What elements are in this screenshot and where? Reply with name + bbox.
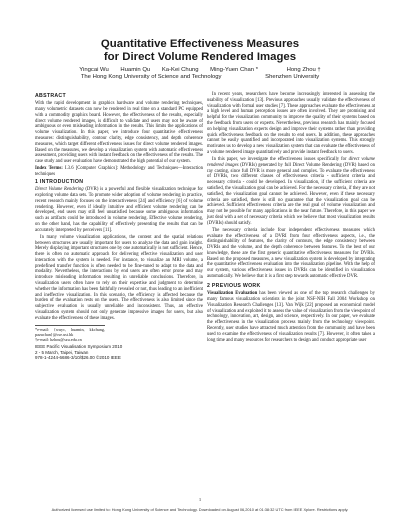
footnote-email-1: *e-mail: {wuyc, huamin, kkchung, pazuchan}@cse.ust.hk bbox=[35, 327, 105, 338]
body-text: (DVRIs) generated by full Direct Volume Rendering (DVR) based on ray casting, since full DVR is more general and complex. To evaluate the effectiveness of DVRIs, two different classes of effectiveness criteria - sufficient criteria and necessary criteria - could be developed. In visualization, if the sufficient criteria are satisfied, the visualization goal can be achieved. For the necessary criteria, if they are not satisfied, the visualization goal cannot be achieved. However, even if these necessary criteria are satisfied, there is still no guarantee that the visualization goal can be achieved. Sufficient effectiveness criteria are the real goal of volume visualization and may not be possible for many applications in the near future. Therefore, in this paper we just deal with a set of necessary criteria which we believe that most visualization results (DVRIs) should satisfy. bbox=[207, 162, 375, 226]
abstract bbox=[35, 101, 203, 165]
author-name: Huamin Qu bbox=[120, 67, 151, 73]
left-column bbox=[35, 92, 203, 360]
license-notice: Authorized licensed use limited to: Hong Kong University of Science and Technology. Downloaded on August 06,2010 at 01:38:32 UTC from IEEE Xplore. Restrictions apply. bbox=[51, 507, 349, 512]
previous-work-text: has been viewed as one of the top research challenges by many famous visualization scientists in the joint NSF-NIH Fall 2004 Workshop on Visualization Research Challenges [13]. Van Wijk [22] proposed an economical model of visualization and exploited it to assess the value of visualization from the viewpoint of technology, innovation, art, design, and science, respectively. In our paper, we evaluate the effectiveness in the visualization process mainly from the technology viewpoint. Recently, user studies have attracted much attention from the community and have been used to examine the effectiveness of visualization results [7]. However, it often takes a long time and many resources for researchers to design and conduct appropriate user bbox=[207, 291, 375, 343]
index-terms-text: I.3.6 [Computer Graphics]: Methodology and Techniques—Interaction techniques bbox=[35, 166, 203, 178]
right-column bbox=[207, 92, 375, 345]
body-paragraph: In recent years, researchers have become increasingly interested in assessing the usability of visualization [13]. Previous approaches usually validate the effectiveness of visualization with formal user studies [7]. These approaches evaluate the effectiveness at a high level and human perception issues are often involved. They are promising and helpful for the visualization community to improve the quality of their systems based on the feedback from users or experts. Nevertheless, previous research has mainly focused on helping visualization experts design and improve their systems rather than providing quick effectiveness feedback on the results to end users. In addition, these approaches cannot be easily quantified and incorporated into visualization systems. This strongly motivates us to develop a new visualization system that can evaluate the effectiveness of a volume rendered image quantitatively and provide instant feedback to users. bbox=[207, 92, 375, 155]
abstract-heading: ABSTRACT bbox=[35, 93, 66, 99]
previous-work-paragraph bbox=[207, 291, 375, 343]
footnote-email-2: †e-mail: hzhou@szu.edu.cn bbox=[35, 337, 82, 343]
venue-info bbox=[35, 344, 203, 360]
body-text: In this paper, we investigate the effectiveness issues specifically for bbox=[212, 156, 347, 162]
affiliation-right: Shenzhen University bbox=[265, 74, 320, 81]
page-number: 1 bbox=[198, 497, 202, 502]
author-name: Yingcai Wu bbox=[79, 67, 109, 73]
index-terms-label: Index Terms: bbox=[35, 166, 63, 172]
author-name: Hong Zhou † bbox=[286, 67, 321, 73]
introduction-heading: 1 INTRODUCTION bbox=[35, 178, 84, 185]
paper-title bbox=[0, 38, 400, 63]
body-paragraph-3: The necessary criteria include four independent effectiveness measures which evaluate the effectiveness of a DVRI from four effectiveness aspects, i.e., the distinguishability of features, the clarity of contours, the edge consistency between DVRIs and the volume, and the depth coherence between features. To the best of our knowledge, these are the first generic quantitative effectiveness measures for DVRIs. Based on the proposed measures, a new visualization system is developed by integrating the quantitative effectiveness evaluation into the visualization pipeline. With the help of our system, various effectiveness issues in DVRIs can be identified in visualization automatically. We believe that it is a first step towards automatic effective DVR. bbox=[207, 227, 375, 280]
author-names bbox=[0, 67, 400, 74]
venue-line-3: 978-1-4244-6686-3/10/$26.00 ©2010 IEEE bbox=[35, 354, 121, 360]
title-line-1: Quantitative Effectiveness Measures bbox=[100, 38, 300, 50]
affiliation-left: The Hong Kong University of Science and Technology bbox=[80, 74, 222, 81]
index-terms bbox=[35, 166, 203, 178]
intro-text: (DVR) is a powerful and flexible visualization technique for exploring volume data sets. To promote wider adoption of volume rendering in practice, recent research mainly focuses on the interactiveness [24] and efficiency [6] of volume rendering. However, even if ideally intuitive and efficient volume rendering can be developed, end users may still feel unsatisfied because some ambiguous information such as artifacts could be introduced in volume rendering. Effective volume rendering, on the other hand, has the capability of effectively presenting the results that can be accurately interpreted by perceivers [11]. bbox=[35, 187, 203, 233]
author-name: Ming-Yuen Chan * bbox=[210, 67, 258, 73]
intro-paragraph-2: In many volume visualization applications, the content and the spatial relations between structures are usually important for users to analyze the data and gain insight. Merely displaying important structures one by one automatically is not sufficient. Hence, there is often no automatic approach for delivering effective visualization and user interaction with the system is needed. For instance, to visualize an MRI volume, a predefined transfer function is often needed to be fine-tuned to adapt to the data and modality. Nevertheless, the interactions by end users are often error prone and may introduce misleading information resulting in unreliable conclusions. Therefore, in visualization users often have to rely on their expertise and judgment to determine whether the information has been faithfully revealed or not, thus leading to an inefficient and ineffective visualization. In this scenario, the efficiency is affected because the burden of the evaluation rests on the users. The effectiveness is also limited since the subjective evaluation is usually unreliable and inconsistent. Thus, an effective visualization system should not only generate impressive images for users, but also evaluate the effectiveness of these images. bbox=[35, 234, 203, 321]
venue-line-2: 2 - 5 March, Taipei, Taiwan bbox=[35, 349, 89, 355]
body-emphasis: direct volume rendered images bbox=[207, 156, 375, 168]
intro-emphasis: Direct Volume Rendering bbox=[35, 187, 84, 193]
body-paragraph-2 bbox=[207, 157, 375, 227]
intro-paragraph bbox=[35, 187, 203, 233]
previous-work-heading: 2 PREVIOUS WORK bbox=[207, 282, 261, 289]
author-block bbox=[0, 67, 400, 82]
title-line-2: for Direct Volume Rendered Images bbox=[103, 50, 297, 63]
abstract-text: With the rapid development in graphics hardware and volume rendering techniques, many volumetric datasets can now be rendered in real time on a standard PC equipped with a commodity graphics board. However, the effectiveness of the results, especially direct volume rendered images, is difficult to validate and users may not be aware of ambiguous or even misleading information in the results. This limits the applications of volume visualization. In this paper, we introduce four quantitative effectiveness measures: distinguishability, contour clarity, edge consistency, and depth coherence measures, which target different effectiveness issues for direct volume rendered images. Based on the measures, we develop a visualization system with automatic effectiveness assessment, providing users with instant feedback on the effectiveness of the results. The case study and user evaluation have demonstrated the high potential of our system. bbox=[35, 101, 203, 165]
previous-work-emphasis: Visualization Evaluation bbox=[207, 291, 258, 297]
footnotes bbox=[35, 325, 105, 343]
author-name: Ka-Kei Chung bbox=[161, 67, 199, 73]
affiliations bbox=[0, 74, 400, 81]
venue-line-1: IEEE Pacific Visualisation Symposium 2010 bbox=[35, 344, 123, 350]
